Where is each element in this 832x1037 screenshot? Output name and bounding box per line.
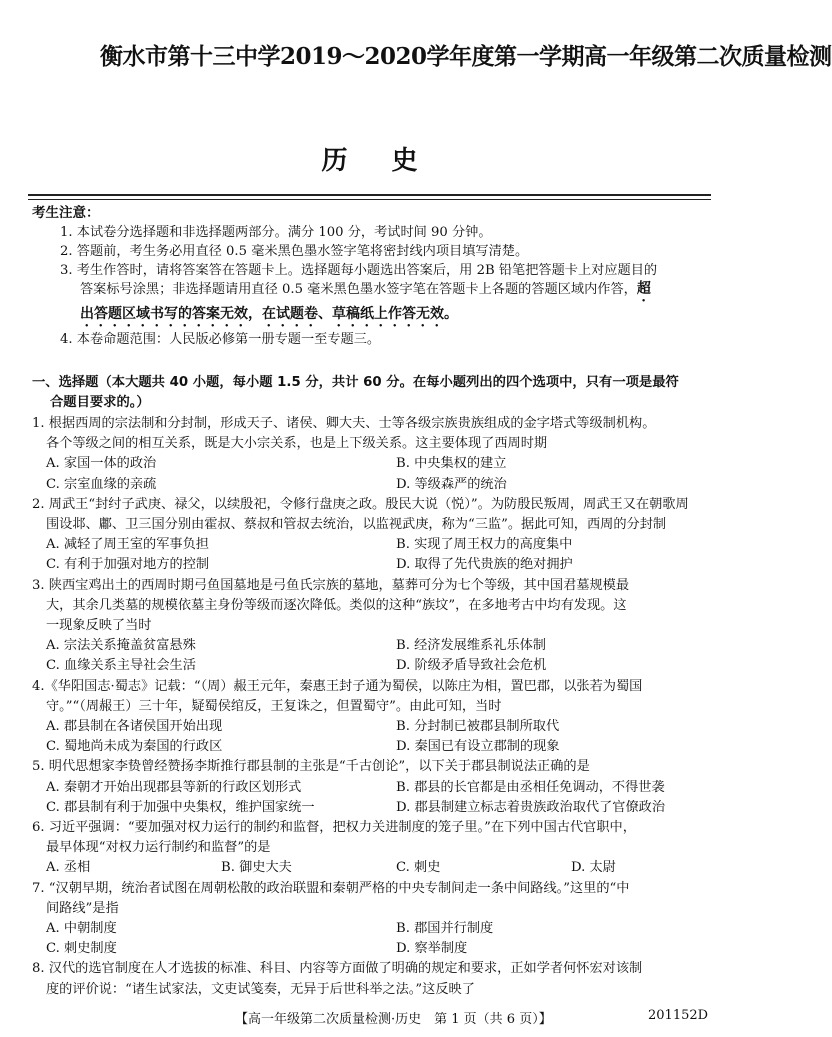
question-6 — [32, 818, 722, 879]
option-a: A. 家国一体的政治 — [46, 456, 157, 472]
question-3 — [32, 576, 722, 677]
question-stem: 度的评价说：“诸生试家法，文吏试笺奏，无异于后世科举之法。”这反映了 — [46, 981, 475, 997]
notice-item-3-line2: 答案标号涂黑；非选择题请用直径 0.5 毫米黑色墨水签字笔在答题卡上各题的答题区域内作答， — [80, 282, 637, 297]
question-stem: 5. 明代思想家李贽曾经赞扬李斯推行郡县制的主张是“千古创论”，以下关于郡县制说法正确的是 — [32, 759, 590, 775]
option-c: C. 血缘关系主导社会生活 — [46, 658, 196, 674]
header-rule-thick — [28, 194, 711, 196]
option-a: A. 宗法关系掩盖贫富悬殊 — [46, 638, 196, 654]
question-stem: 8. 汉代的选官制度在人才选拔的标准、科目、内容等方面做了明确的规定和要求，正如学者何怀宏对该制 — [32, 961, 643, 977]
question-stem: 间路线”是指 — [46, 900, 119, 916]
question-stem: 1. 根据西周的宗法制和分封制，形成天子、诸侯、卿大夫、士等各级宗族贵族组成的金字塔式等级制机构。 — [32, 416, 656, 431]
exam-title: 衡水市第十三中学2019～2020学年度第一学期高一年级第二次质量检测 — [100, 43, 832, 70]
option-b: B. 郡国并行制度 — [396, 921, 494, 937]
options — [32, 919, 722, 959]
options — [32, 535, 722, 575]
option-b: B. 分封制已被郡县制所取代 — [396, 719, 560, 735]
option-c: C. 宗室血缘的亲疏 — [46, 476, 157, 492]
question-8 — [32, 959, 722, 999]
question-stem: 各个等级之间的相互关系，既是大小宗关系，也是上下级关系。这主要体现了西周时期 — [46, 436, 548, 452]
question-2 — [32, 495, 722, 576]
option-c: C. 蜀地尚未成为秦国的行政区 — [46, 739, 223, 755]
question-stem: 围设邶、鄘、卫三国分别由霍叔、蔡叔和管叔去统治，以监视武庚，称为“三监”。据此可知，西周的分封制 — [46, 517, 667, 533]
section-heading — [32, 373, 717, 412]
option-c: C. 郡县制有利于加强中央集权，维护国家统一 — [46, 799, 315, 815]
option-d: D. 太尉 — [571, 860, 616, 876]
paper-code: 201152D — [648, 1008, 709, 1023]
notice-item-3-bold-start: 超 — [636, 281, 651, 297]
question-stem: 2. 周武王“封纣子武庚、禄父，以续殷祀，令修行盘庚之政。殷民大说（悦）”。为防殷民叛周，周武王又在朝歌周 — [32, 496, 689, 512]
section-heading-line2: 合题目要求的。） — [50, 394, 150, 410]
notice-item-2: 2. 答题前，考生务必用直径 0.5 毫米黑色墨水签字笔将密封线内项目填写清楚。 — [60, 244, 529, 259]
notice-item-1: 1. 本试卷分选择题和非选择题两部分。满分 100 分，考试时间 90 分钟。 — [60, 225, 492, 240]
subject-title: 历史 — [321, 146, 462, 176]
question-stem: 6. 习近平强调：“要加强对权力运行的制约和监督，把权力关进制度的笼子里。”在下列中国古代官职中， — [32, 820, 636, 836]
option-a: A. 减轻了周王室的军事负担 — [46, 537, 209, 553]
options — [32, 778, 722, 818]
option-a: A. 中朝制度 — [46, 921, 117, 937]
question-stem: 最早体现“对权力运行制约和监督”的是 — [46, 840, 271, 856]
section-heading-line1: 一、选择题（本大题共 40 小题，每小题 1.5 分，共计 60 分。在每小题列出的四个选项中，只有一项是最符 — [32, 375, 679, 390]
options — [32, 454, 722, 494]
question-stem: 大，其余几类墓的规模依墓主身份等级而逐次降低。类似的这种“族坟”，在多地考古中均有发现。这 — [46, 597, 627, 613]
option-b: B. 郡县的长官都是由丞相任免调动，不得世袭 — [396, 779, 665, 795]
question-stem: 3. 陕西宝鸡出土的西周时期弓鱼国墓地是弓鱼氏宗族的墓地，墓葬可分为七个等级，其中国君墓规模最 — [32, 577, 630, 593]
option-a: A. 秦朝才开始出现郡县等新的行政区划形式 — [46, 779, 302, 795]
question-1 — [32, 414, 722, 495]
option-a: A. 丞相 — [46, 860, 91, 876]
option-b: B. 实现了周王权力的高度集中 — [396, 537, 573, 553]
option-b: B. 御史大夫 — [221, 860, 292, 876]
question-list — [32, 414, 722, 1000]
notice-item-3-cont — [32, 280, 712, 305]
question-7 — [32, 879, 722, 960]
page-footer: 【高一年级第二次质量检测·历史 第 1 页（共 6 页）】 — [235, 1012, 552, 1027]
option-d: D. 察举制度 — [396, 941, 468, 957]
question-4 — [32, 677, 722, 758]
option-d: D. 郡县制建立标志着贵族政治取代了官僚政治 — [396, 799, 666, 815]
option-a: A. 郡县制在各诸侯国开始出现 — [46, 719, 223, 735]
option-c: C. 刺史制度 — [46, 941, 117, 957]
option-d: D. 取得了先代贵族的绝对拥护 — [396, 557, 573, 573]
options — [32, 858, 722, 878]
options — [32, 636, 722, 676]
question-stem: 守。”“（周赧王）三十年，疑蜀侯绾反，王复诛之，但置蜀守”。由此可知，当时 — [46, 698, 502, 714]
option-b: B. 中央集权的建立 — [396, 456, 507, 472]
option-d: D. 秦国已有设立郡制的现象 — [396, 739, 560, 755]
question-5 — [32, 757, 722, 818]
option-b: B. 经济发展维系礼乐体制 — [396, 638, 546, 654]
notice-item-4: 4. 本卷命题范围：人民版必修第一册专题一至专题三。 — [60, 332, 381, 347]
notice-block — [32, 204, 712, 349]
question-stem: 4.《华阳国志·蜀志》记载：“（周）赧王元年，秦惠王封子通为蜀侯，以陈庄为相，置巴郡，以张若为蜀国 — [32, 678, 643, 694]
options — [32, 717, 722, 757]
question-stem: 一现象反映了当时 — [46, 618, 152, 634]
option-c: C. 有利于加强对地方的控制 — [46, 557, 210, 573]
option-c: C. 刺史 — [396, 860, 441, 876]
notice-item-3-bold: 出答题区域书写的答案无效，在试题卷、草稿纸上作答无效。 — [80, 306, 458, 322]
notice-item-3-cont2 — [32, 305, 712, 330]
option-d: D. 等级森严的统治 — [396, 476, 507, 492]
header-rule-thin — [28, 199, 711, 200]
notice-item-3: 3. 考生作答时，请将答案答在答题卡上。选择题每小题选出答案后，用 2B 铅笔把答题卡上对应题目的 — [60, 263, 658, 278]
notice-heading: 考生注意： — [32, 205, 100, 221]
question-stem: 7. “汉朝早期，统治者试图在周朝松散的政治联盟和秦朝严格的中央专制间走一条中间路线。”这里的“中 — [32, 880, 630, 896]
option-d: D. 阶级矛盾导致社会危机 — [396, 658, 547, 674]
